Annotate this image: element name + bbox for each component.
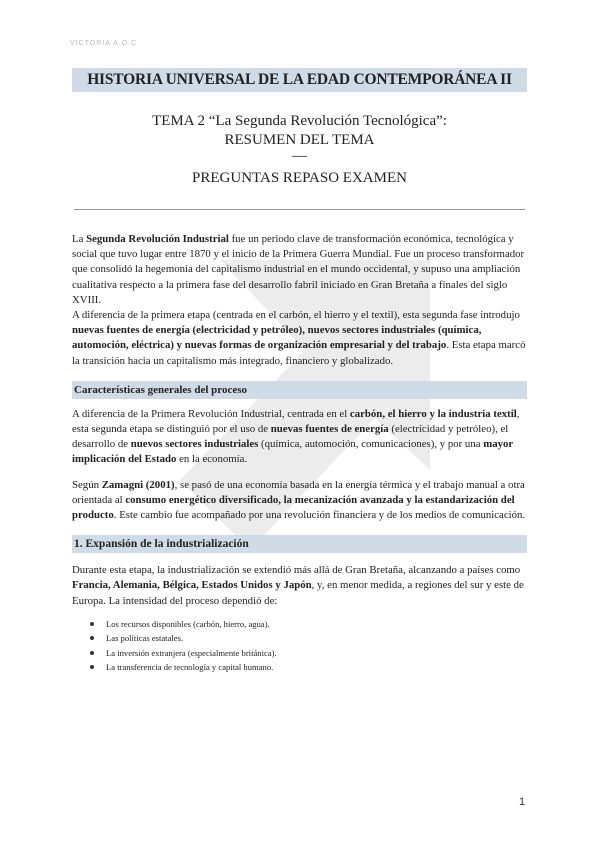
topic-dash: — — [292, 148, 307, 164]
document-page — [72, 68, 527, 675]
watermark-brand: VICTORIA A.O.C — [70, 40, 138, 47]
expansion-paragraph: Durante esta etapa, la industrialización se extendió más allá de Gran Bretaña, alcanzando a países como Francia, Alemania, Bélgica, Estados Unidos y Japón, y, en menor medida, a regiones del sur y este de Europa. La intensidad del proceso dependió de: — [72, 564, 524, 607]
page-number: 1 — [519, 796, 526, 808]
section-heading-characteristics: Características generales del proceso — [72, 381, 527, 399]
section-heading-expansion: 1. Expansión de la industrialización — [72, 535, 527, 553]
bullet-list — [72, 617, 527, 675]
characteristics-paragraph-1: A diferencia de la Primera Revolución Industrial, centrada en el carbón, el hierro y la industria textil, esta segunda etapa se distinguió por el uso de nuevas fuentes de energía (electricidad y petróleo), el desarrollo de nuevos sectores industriales (química, automoción, comunicaciones), y por una mayor implicación del Estado en la economía. — [72, 407, 520, 466]
topic-line-1: TEMA 2 “La Segunda Revolución Tecnológica”: — [152, 113, 447, 129]
list-item: Los recursos disponibles (carbón, hierro, agua). — [106, 617, 527, 632]
divider — [74, 209, 525, 210]
topic-line-2: RESUMEN DEL TEMA — [224, 132, 375, 148]
list-item: La inversión extranjera (especialmente británica). — [106, 646, 527, 661]
characteristics-paragraph-2: Según Zamagni (2001), se pasó de una economía basada en la energía térmica y el trabajo manual a otra orientada al consumo energético diversificado, la mecanización avanzada y la estandarización del producto. Este cambio fue acompañado por una revolución financiera y de los medios de comunicación. — [72, 478, 526, 522]
intro-paragraph-2: A diferencia de la primera etapa (centrada en el carbón, el hierro y el textil), esta segunda fase introdujo nuevas fuentes de energía (electricidad y petróleo), nuevos sectores industriales (química, automoción, eléctrica) y nuevas formas de organización empresarial y del trabajo. Esta etapa marcó la transición hacia un capitalismo más integrado, financiero y globalizado. — [72, 309, 526, 367]
main-title: HISTORIA UNIVERSAL DE LA EDAD CONTEMPORÁNEA II — [72, 68, 527, 92]
list-item: La transferencia de tecnología y capital humano. — [106, 660, 527, 675]
topic-block — [72, 112, 527, 162]
intro-paragraph-1: La Segunda Revolución Industrial fue un periodo clave de transformación económica, tecnológica y social que tuvo lugar entre 1870 y el inicio de la Primera Guerra Mundial. Fue un proceso transformador que consolidó la hegemonía del capitalismo industrial en el mundo occidental, y supuso una ampliación cualitativa respecto a la primera fase del desarrollo fabril iniciado en Gran Bretaña a finales del siglo XVIII. — [72, 233, 525, 306]
subtitle: PREGUNTAS REPASO EXAMEN — [192, 170, 407, 186]
list-item: Las políticas estatales. — [106, 631, 527, 646]
